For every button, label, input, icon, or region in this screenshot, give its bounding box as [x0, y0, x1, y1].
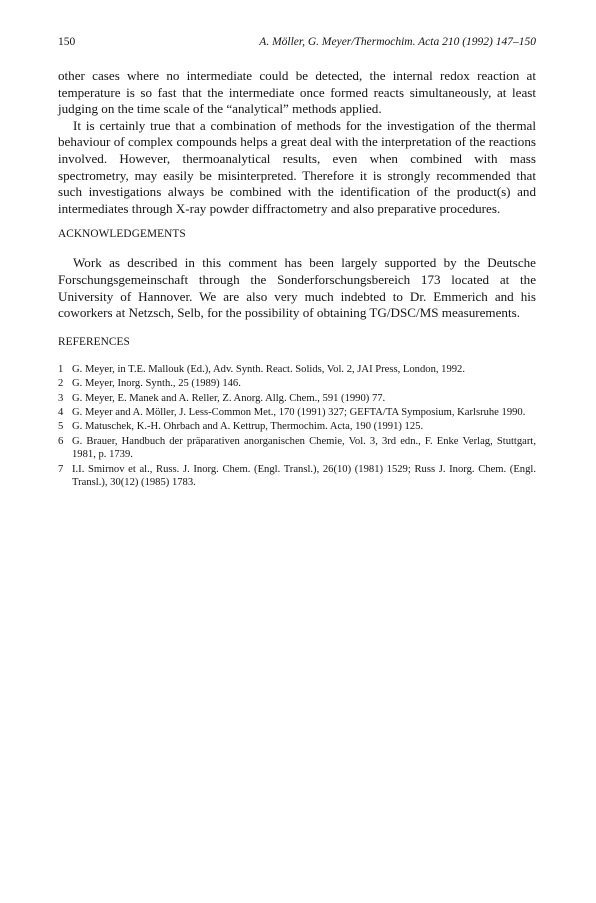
- reference-number: 4: [58, 406, 64, 418]
- reference-item: [58, 406, 536, 419]
- reference-text: G. Matuschek, K.-H. Ohrbach and A. Kettrup, Thermochim. Acta, 190 (1991) 125.: [72, 421, 424, 433]
- reference-text: G. Meyer, E. Manek and A. Reller, Z. Anorg. Allg. Chem., 591 (1990) 77.: [72, 392, 386, 404]
- reference-item: [58, 435, 536, 462]
- reference-text: G. Brauer, Handbuch der präparativen anorganischen Chemie, Vol. 3, 3rd edn., F. Enke Verlag, Stuttgart, 1981, p. 1739.: [72, 435, 536, 461]
- acknowledgements-heading: ACKNOWLEDGEMENTS: [58, 228, 186, 241]
- reference-item: [58, 420, 536, 433]
- article-body: [58, 68, 536, 490]
- body-paragraph: It is certainly true that a combination of methods for the investigation of the thermal behaviour of complex compounds helps a great deal with the interpretation of the reactions involved. However, thermoanalytical results, even when combined with mass spectrometry, may easily be misinterpreted. Therefore it is strongly recommended that such investigations always be combined with the identification of the product(s) and intermediates through X-ray powder diffractometry and also preparative procedures.: [58, 117, 536, 216]
- reference-number: 2: [58, 378, 64, 390]
- reference-text: G. Meyer and A. Möller, J. Less-Common Met., 170 (1991) 327; GEFTA/TA Symposium, Karlsruhe 1990.: [72, 406, 526, 418]
- references-heading: REFERENCES: [58, 335, 130, 348]
- reference-item: [58, 377, 536, 390]
- reference-number: 3: [58, 392, 64, 404]
- reference-text: G. Meyer, Inorg. Synth., 25 (1989) 146.: [72, 378, 241, 390]
- reference-list: [58, 363, 536, 490]
- page-header: [58, 36, 536, 54]
- reference-number: 7: [58, 463, 64, 475]
- reference-item: [58, 363, 536, 376]
- running-title: A. Möller, G. Meyer/Thermochim. Acta 210 (1992) 147–150: [259, 36, 536, 48]
- reference-item: [58, 463, 536, 490]
- reference-number: 1: [58, 363, 64, 375]
- reference-text: G. Meyer, in T.E. Mallouk (Ed.), Adv. Synth. React. Solids, Vol. 2, JAI Press, London, 1992.: [72, 363, 466, 375]
- body-paragraph: other cases where no intermediate could be detected, the internal redox reaction at temperature is so fast that the intermediate once formed reacts simultaneously, at least judging on the time scale of the “analytical” methods applied.: [58, 68, 536, 117]
- page-number: 150: [58, 36, 76, 48]
- reference-item: [58, 392, 536, 405]
- reference-number: 5: [58, 421, 64, 433]
- reference-number: 6: [58, 435, 64, 447]
- acknowledgements-paragraph: Work as described in this comment has been largely supported by the Deutsche Forschungsgemeinschaft through the Sonderforschungsbereich 173 located at the University of Hannover. We are also very much indebted to Dr. Emmerich and his coworkers at Netzsch, Selb, for the possibility of obtaining TG/DSC/MS measurements.: [58, 255, 536, 321]
- reference-text: I.I. Smirnov et al., Russ. J. Inorg. Chem. (Engl. Transl.), 26(10) (1981) 1529; Russ J. Inorg. Chem. (Engl. Transl.), 30(12) (1985) 1783.: [72, 463, 536, 488]
